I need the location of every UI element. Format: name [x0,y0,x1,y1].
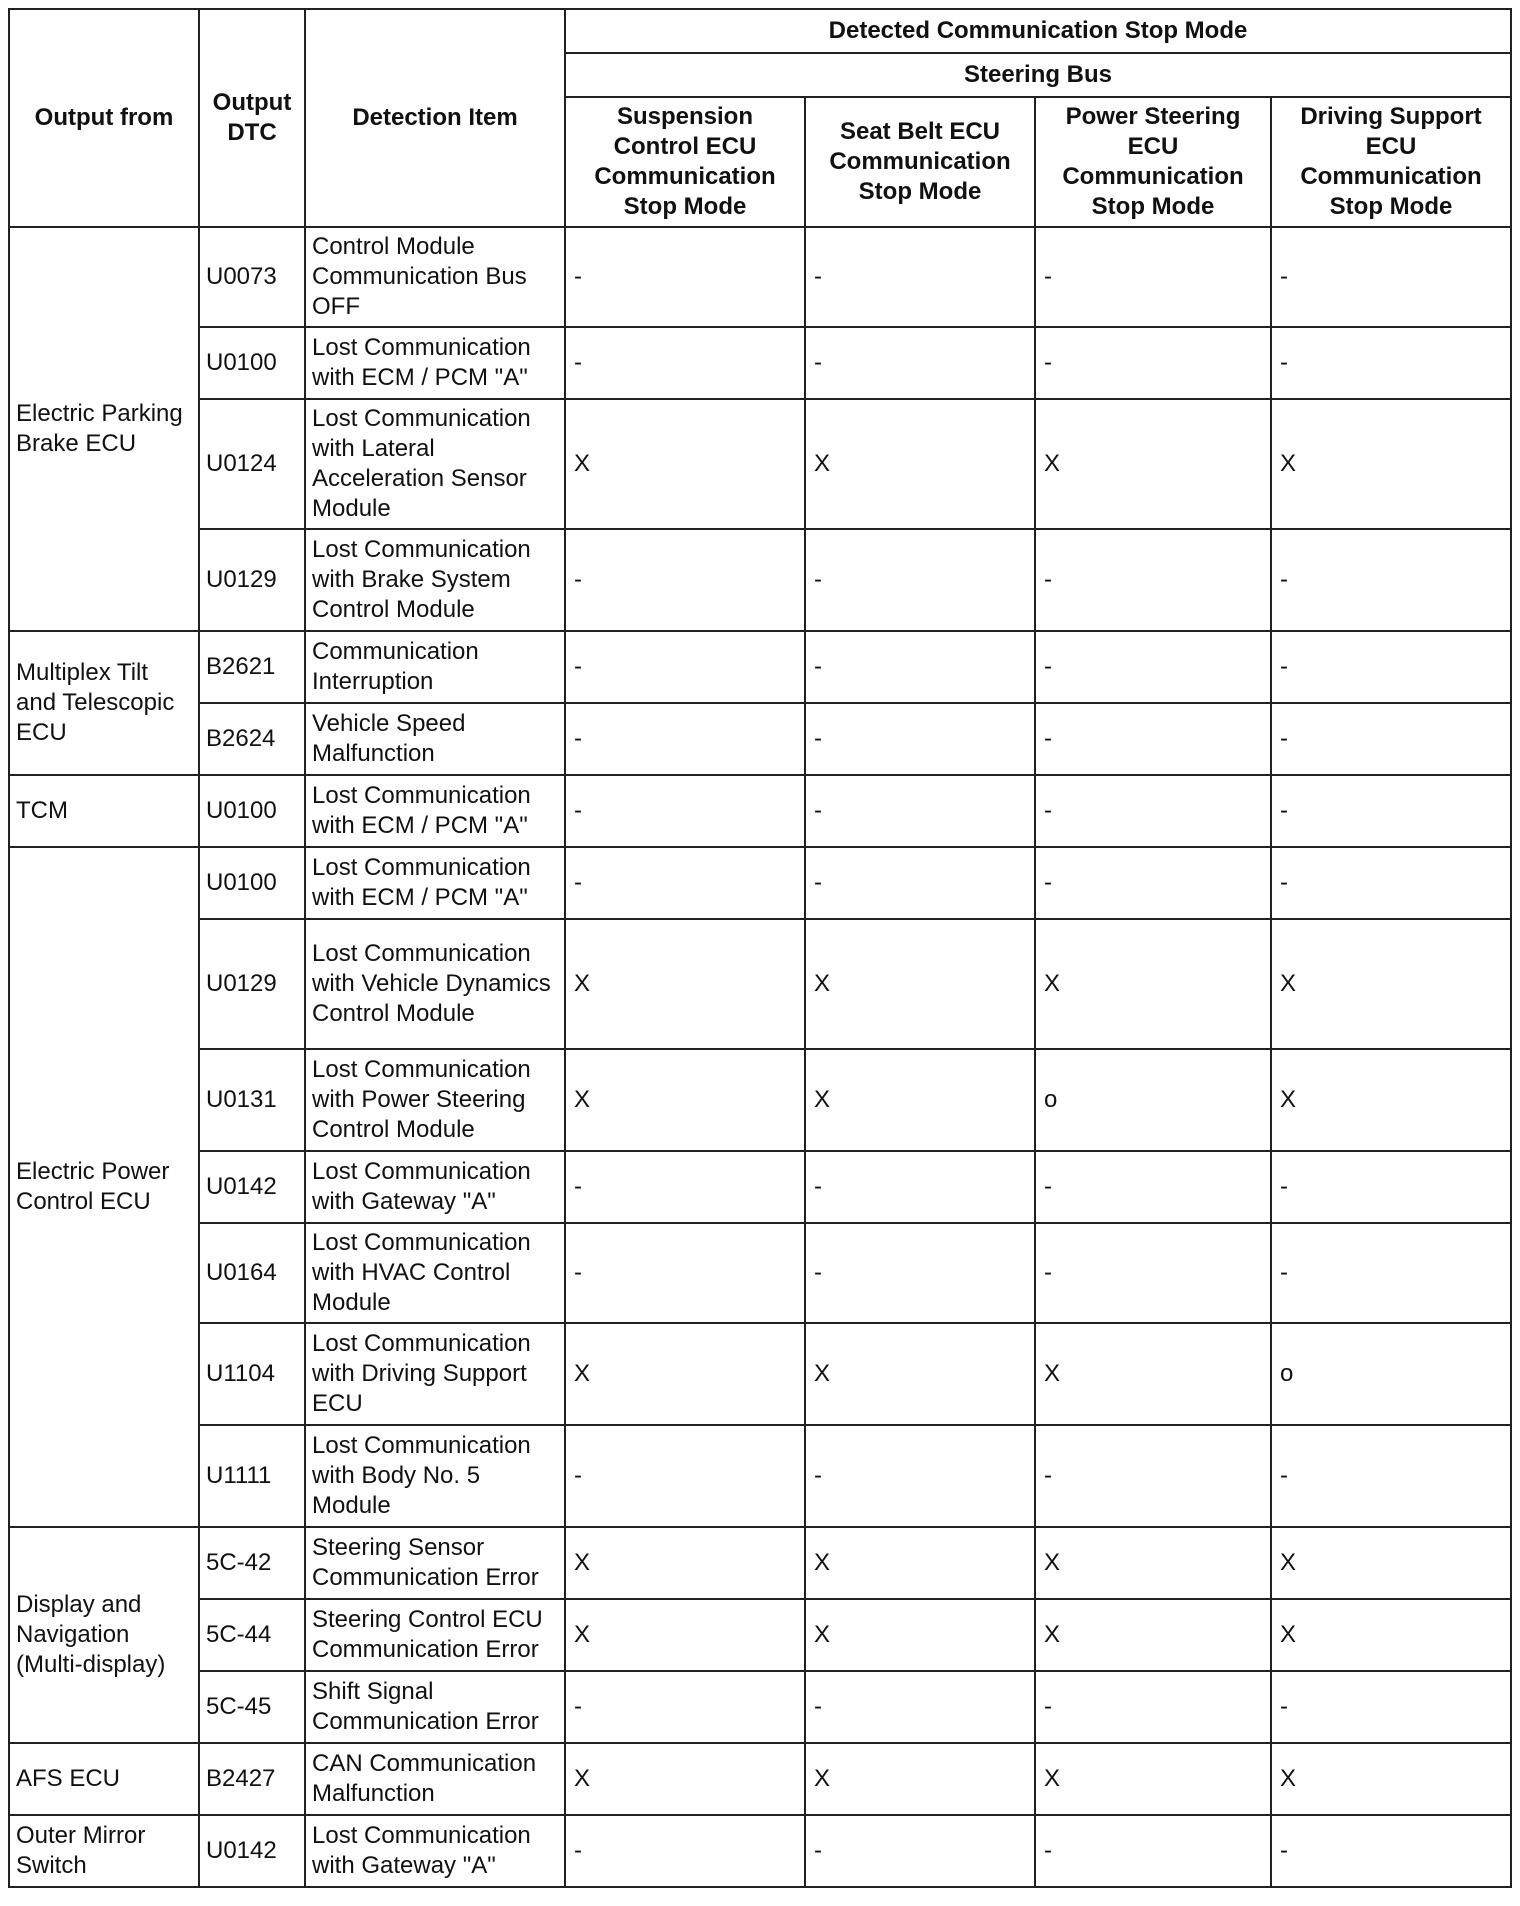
stop-mode-mark-cell: X [805,1049,1035,1151]
stop-mode-mark-cell: - [805,1815,1035,1887]
stop-mode-mark-cell: X [1035,1599,1271,1671]
stop-mode-mark-cell: - [565,1223,805,1323]
dtc-cell: U0124 [199,399,305,529]
stop-mode-mark-cell: X [1035,399,1271,529]
table-row [9,1223,1511,1323]
stop-mode-mark-cell: X [805,1743,1035,1815]
stop-mode-mark-cell: - [805,327,1035,399]
stop-mode-mark-cell: X [565,1743,805,1815]
output-from-cell: Outer Mirror Switch [9,1815,199,1887]
stop-mode-mark-cell: X [1271,919,1511,1049]
dtc-cell: U0073 [199,227,305,327]
stop-mode-mark-cell: - [565,775,805,847]
stop-mode-mark-cell: - [1035,227,1271,327]
stop-mode-mark-cell: X [1271,1527,1511,1599]
dtc-cell: B2624 [199,703,305,775]
stop-mode-mark-cell: - [1271,327,1511,399]
stop-mode-mark-cell: - [805,631,1035,703]
detection-item-cell: Lost Communication with Gateway "A" [305,1815,565,1887]
detection-item-cell: Lost Communication with ECM / PCM "A" [305,327,565,399]
header-seat-belt-mode: Seat Belt ECU Communication Stop Mode [805,97,1035,227]
stop-mode-mark-cell: X [1035,1323,1271,1425]
dtc-cell: B2427 [199,1743,305,1815]
table-row [9,1425,1511,1527]
output-from-cell: Electric Power Control ECU [9,847,199,1527]
stop-mode-mark-cell: - [565,1815,805,1887]
stop-mode-mark-cell: - [1271,631,1511,703]
stop-mode-mark-cell: - [565,847,805,919]
header-steering-bus: Steering Bus [565,53,1511,97]
header-suspension-mode: Suspension Control ECU Communication Stop Mode [565,97,805,227]
detection-item-cell: Steering Sensor Communication Error [305,1527,565,1599]
dtc-cell: 5C-44 [199,1599,305,1671]
detection-item-cell: Lost Communication with Brake System Control Module [305,529,565,631]
stop-mode-mark-cell: X [805,1323,1035,1425]
table-row [9,631,1511,703]
table-row [9,327,1511,399]
detection-item-cell: Lost Communication with Power Steering Control Module [305,1049,565,1151]
stop-mode-mark-cell: - [1035,775,1271,847]
output-from-cell: TCM [9,775,199,847]
table-row [9,1743,1511,1815]
table-row [9,529,1511,631]
dtc-cell: 5C-45 [199,1671,305,1743]
stop-mode-mark-cell: - [805,847,1035,919]
stop-mode-mark-cell: X [1035,1527,1271,1599]
dtc-cell: 5C-42 [199,1527,305,1599]
stop-mode-mark-cell: - [1271,227,1511,327]
stop-mode-mark-cell: - [565,1425,805,1527]
stop-mode-mark-cell: X [805,399,1035,529]
stop-mode-mark-cell: - [565,529,805,631]
stop-mode-mark-cell: X [565,919,805,1049]
output-from-cell: AFS ECU [9,1743,199,1815]
stop-mode-mark-cell: X [1035,919,1271,1049]
dtc-cell: U1104 [199,1323,305,1425]
stop-mode-mark-cell: X [1271,1599,1511,1671]
detection-item-cell: Lost Communication with ECM / PCM "A" [305,847,565,919]
table-row [9,775,1511,847]
detection-item-cell: Lost Communication with HVAC Control Module [305,1223,565,1323]
stop-mode-mark-cell: - [1035,847,1271,919]
detection-item-cell: Vehicle Speed Malfunction [305,703,565,775]
stop-mode-mark-cell: - [565,631,805,703]
stop-mode-mark-cell: - [565,1671,805,1743]
stop-mode-mark-cell: - [565,327,805,399]
table-row [9,1151,1511,1223]
stop-mode-mark-cell: - [1271,847,1511,919]
stop-mode-mark-cell: - [805,1671,1035,1743]
table-row [9,1527,1511,1599]
stop-mode-mark-cell: - [1035,1223,1271,1323]
table-row [9,1815,1511,1887]
dtc-cell: U0129 [199,919,305,1049]
dtc-cell: U0131 [199,1049,305,1151]
dtc-cell: B2621 [199,631,305,703]
table-row [9,1671,1511,1743]
stop-mode-mark-cell: X [805,919,1035,1049]
stop-mode-mark-cell: - [1035,1671,1271,1743]
stop-mode-mark-cell: X [565,1049,805,1151]
table-row [9,1049,1511,1151]
stop-mode-mark-cell: - [805,529,1035,631]
stop-mode-mark-cell: - [1271,1151,1511,1223]
stop-mode-mark-cell: - [1035,1425,1271,1527]
dtc-communication-stop-mode-table [8,8,1512,1888]
header-output-from: Output from [9,9,199,227]
output-from-cell: Multiplex Tilt and Telescopic ECU [9,631,199,775]
dtc-cell: U0129 [199,529,305,631]
stop-mode-mark-cell: - [1271,775,1511,847]
detection-item-cell: Lost Communication with ECM / PCM "A" [305,775,565,847]
table-row [9,847,1511,919]
output-from-cell: Display and Navigation (Multi-display) [9,1527,199,1743]
stop-mode-mark-cell: X [1271,1049,1511,1151]
table-row [9,1599,1511,1671]
stop-mode-mark-cell: - [805,1151,1035,1223]
stop-mode-mark-cell: - [565,227,805,327]
table-row [9,1323,1511,1425]
stop-mode-mark-cell: - [1271,703,1511,775]
dtc-cell: U0100 [199,775,305,847]
table-row [9,399,1511,529]
table-row [9,227,1511,327]
stop-mode-mark-cell: - [1035,631,1271,703]
detection-item-cell: Lost Communication with Gateway "A" [305,1151,565,1223]
stop-mode-mark-cell: X [805,1527,1035,1599]
stop-mode-mark-cell: o [1035,1049,1271,1151]
stop-mode-mark-cell: X [1035,1743,1271,1815]
stop-mode-mark-cell: X [1271,399,1511,529]
detection-item-cell: Communication Interruption [305,631,565,703]
dtc-cell: U0100 [199,847,305,919]
stop-mode-mark-cell: X [1271,1743,1511,1815]
dtc-cell: U0142 [199,1815,305,1887]
stop-mode-mark-cell: - [805,703,1035,775]
stop-mode-mark-cell: - [565,1151,805,1223]
header-driving-support-mode: Driving Support ECU Communication Stop Mode [1271,97,1511,227]
detection-item-cell: Lost Communication with Driving Support ECU [305,1323,565,1425]
stop-mode-mark-cell: - [1035,1151,1271,1223]
dtc-cell: U0100 [199,327,305,399]
header-detection-item: Detection Item [305,9,565,227]
stop-mode-mark-cell: X [565,399,805,529]
dtc-cell: U1111 [199,1425,305,1527]
stop-mode-mark-cell: - [1035,529,1271,631]
detection-item-cell: Lost Communication with Lateral Acceleration Sensor Module [305,399,565,529]
table-row [9,703,1511,775]
stop-mode-mark-cell: - [1035,1815,1271,1887]
output-from-cell: Electric Parking Brake ECU [9,227,199,631]
stop-mode-mark-cell: - [1271,1223,1511,1323]
stop-mode-mark-cell: - [805,1425,1035,1527]
stop-mode-mark-cell: - [805,1223,1035,1323]
detection-item-cell: Lost Communication with Body No. 5 Module [305,1425,565,1527]
detection-item-cell: Steering Control ECU Communication Error [305,1599,565,1671]
stop-mode-mark-cell: - [805,775,1035,847]
detection-item-cell: CAN Communication Malfunction [305,1743,565,1815]
stop-mode-mark-cell: - [1271,1425,1511,1527]
detection-item-cell: Shift Signal Communication Error [305,1671,565,1743]
header-power-steering-mode: Power Steering ECU Communication Stop Mode [1035,97,1271,227]
table-body [9,227,1511,1887]
dtc-cell: U0164 [199,1223,305,1323]
dtc-cell: U0142 [199,1151,305,1223]
stop-mode-mark-cell: o [1271,1323,1511,1425]
stop-mode-mark-cell: - [1271,529,1511,631]
detection-item-cell: Control Module Communication Bus OFF [305,227,565,327]
table-row [9,919,1511,1049]
stop-mode-mark-cell: - [1271,1671,1511,1743]
stop-mode-mark-cell: X [565,1599,805,1671]
stop-mode-mark-cell: - [1271,1815,1511,1887]
stop-mode-mark-cell: X [805,1599,1035,1671]
stop-mode-mark-cell: - [1035,327,1271,399]
detection-item-cell: Lost Communication with Vehicle Dynamics Control Module [305,919,565,1049]
stop-mode-mark-cell: - [1035,703,1271,775]
stop-mode-mark-cell: X [565,1323,805,1425]
header-output-dtc: Output DTC [199,9,305,227]
header-detected-mode: Detected Communication Stop Mode [565,9,1511,53]
stop-mode-mark-cell: - [565,703,805,775]
stop-mode-mark-cell: - [805,227,1035,327]
stop-mode-mark-cell: X [565,1527,805,1599]
